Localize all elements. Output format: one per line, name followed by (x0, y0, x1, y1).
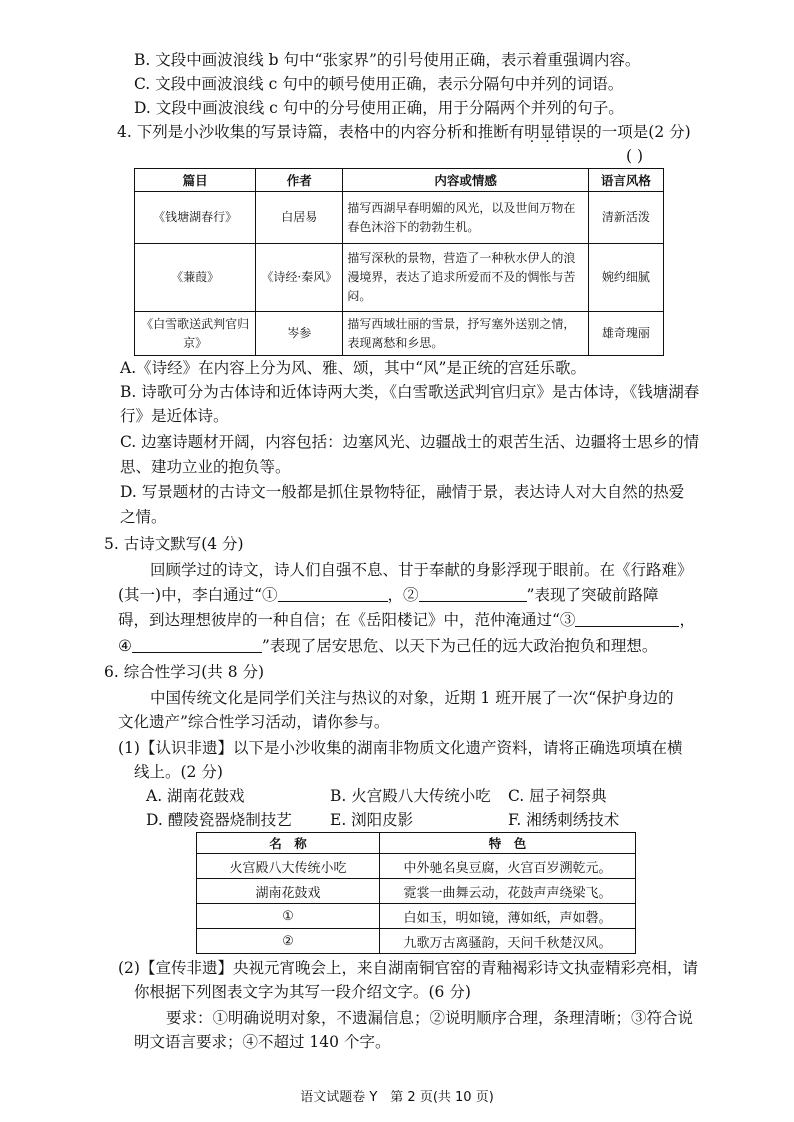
q5-text: ”表现了突破前路障 (526, 586, 659, 604)
cell-author: 岑参 (256, 312, 343, 356)
q4-stem-end: 的一项是(2 分) (586, 123, 691, 141)
table-row (135, 244, 664, 312)
q5-text: ”表现了居安思危、以天下为己任的远大政治抱负和理想。 (261, 637, 658, 655)
option-e: E. 浏阳皮影 (330, 811, 414, 829)
col-header-author: 作者 (256, 169, 343, 192)
q5-line-4 (118, 634, 657, 658)
blank-4[interactable] (132, 636, 262, 653)
option-d: D. 醴陵瓷器烧制技艺 (146, 811, 292, 829)
q3-option-c: C. 文段中画波浪线 c 句中的顿号使用正确，表示分隔句中并列的词语。 (134, 75, 624, 93)
q6-requirements: 要求：①明确说明对象，不遗漏信息；②说明顺序合理，条理清晰；③符合说 (166, 1009, 694, 1027)
q5-text: ， (679, 611, 695, 629)
table-row (135, 312, 664, 356)
q5-text: (其一)中，李白通过“① (118, 586, 278, 604)
blank-2[interactable] (419, 585, 527, 602)
page-footer: 语文试题卷 Y 第 2 页(共 10 页) (300, 1090, 494, 1105)
blank-1[interactable] (278, 585, 388, 602)
cell-author: 白居易 (256, 192, 343, 244)
cell-style: 婉约细腻 (588, 244, 663, 312)
cell-name: 湖南花鼓戏 (197, 879, 380, 904)
q4-answer-paren: ( ) (626, 147, 644, 165)
emphasis-char: 明 (524, 123, 540, 141)
poem-table-header (135, 169, 664, 192)
cell-name-blank-1[interactable]: ① (197, 904, 380, 929)
poem-table (134, 168, 664, 356)
q6-requirements-cont: 明文语言要求；④不超过 140 个字。 (134, 1033, 391, 1051)
q5-text: ④ (118, 637, 132, 655)
q4-option-b-cont: 行》是近体诗。 (120, 407, 229, 425)
heritage-table (196, 832, 636, 954)
q6-part2-stem: (2)【宣传非遗】央视元宵晚会上，来自湖南铜官窑的青釉褐彩诗文执壶精彩亮相，请 (118, 959, 698, 977)
cell-feature: 九歌万古离骚韵，天问千秋楚汉风。 (380, 929, 636, 954)
q5-line-1: 回顾学过的诗文，诗人们自强不息、甘于奉献的身影浮现于眼前。在《行路难》 (150, 561, 693, 579)
q5-text: 碍，到达理想彼岸的一种自信；在《岳阳楼记》中，范仲淹通过“③ (118, 611, 576, 629)
q4-stem-emphasis (524, 120, 586, 144)
q6-intro-1: 中国传统文化是同学们关注与热议的对象，近期 1 班开展了一次“保护身边的 (150, 689, 674, 707)
col-header-feature: 特 色 (380, 833, 636, 854)
cell-title: 《蒹葭》 (135, 244, 256, 312)
cell-feature: 白如玉，明如镜，薄如纸，声如磬。 (380, 904, 636, 929)
cell-title: 《白雪歌送武判官归京》 (135, 312, 256, 356)
q4-option-a: A.《诗经》在内容上分为风、雅、颂，其中“风”是正统的宫廷乐歌。 (120, 359, 586, 377)
cell-style: 清新活泼 (588, 192, 663, 244)
emphasis-char: 显 (539, 123, 556, 141)
q4-option-d: D. 写景题材的古诗文一般都是抓住景物特征，融情于景，表达诗人对大自然的热爱 (120, 483, 685, 501)
table-row (197, 904, 636, 929)
cell-author: 《诗经·秦风》 (256, 244, 343, 312)
table-row (197, 879, 636, 904)
col-header-content: 内容或情感 (343, 169, 588, 192)
cell-name-blank-2[interactable]: ② (197, 929, 380, 954)
option-f: F. 湘绣刺绣技术 (508, 811, 620, 829)
q5-title: 5. 古诗文默写(4 分) (104, 535, 244, 553)
option-b: B. 火宫殿八大传统小吃 (330, 787, 491, 805)
option-c: C. 屈子祠祭典 (508, 787, 607, 805)
option-a: A. 湖南花鼓戏 (146, 787, 245, 805)
col-header-title: 篇目 (135, 169, 256, 192)
emphasis-char: 误 (570, 123, 587, 141)
emphasis-char: 错 (555, 123, 571, 141)
q6-title: 6. 综合性学习(共 8 分) (104, 663, 265, 681)
q4-option-c: C. 边塞诗题材开阔，内容包括：边塞风光、边疆战士的艰苦生活、边疆将士思乡的情 (120, 433, 700, 451)
heritage-table-header (197, 833, 636, 854)
cell-title: 《钱塘湖春行》 (135, 192, 256, 244)
q5-line-3 (118, 608, 695, 632)
cell-style: 雄奇瑰丽 (588, 312, 663, 356)
q4-stem (117, 120, 691, 144)
q6-part1-stem-cont: 线上。(2 分) (134, 763, 223, 781)
col-header-name: 名 称 (197, 833, 380, 854)
table-row (197, 929, 636, 954)
cell-name: 火宫殿八大传统小吃 (197, 854, 380, 879)
cell-feature: 霓裳一曲舞云动，花鼓声声绕梁飞。 (380, 879, 636, 904)
q4-option-c-cont: 思、建功立业的抱负等。 (120, 458, 291, 476)
cell-content: 描写西湖早春明媚的风光，以及世间万物在春色沐浴下的勃勃生机。 (343, 192, 588, 244)
q6-part1-stem: (1)【认识非遗】以下是小沙收集的湖南非物质文化遗产资料，请将正确选项填在横 (118, 739, 683, 757)
q4-stem-start: 4. 下列是小沙收集的写景诗篇，表格中的内容分析和推断有 (117, 123, 525, 141)
col-header-style: 语言风格 (588, 169, 663, 192)
blank-3[interactable] (575, 610, 679, 627)
cell-feature: 中外驰名臭豆腐，火宫百岁溯乾元。 (380, 854, 636, 879)
cell-content: 描写深秋的景物，营造了一种秋水伊人的浪漫境界，表达了追求所爱而不及的惆怅与苦闷。 (343, 244, 588, 312)
q6-part2-stem-cont: 你根据下列图表文字为其写一段介绍文字。(6 分) (134, 983, 471, 1001)
cell-content: 描写西域壮丽的雪景，抒写塞外送别之情，表现离愁和乡思。 (343, 312, 588, 356)
table-row (135, 192, 664, 244)
q3-option-d: D. 文段中画波浪线 c 句中的分号使用正确，用于分隔两个并列的句子。 (134, 99, 624, 117)
q6-intro-2: 文化遗产”综合性学习活动，请你参与。 (118, 713, 390, 731)
q5-text: ，② (387, 586, 419, 604)
q4-option-d-cont: 之情。 (120, 508, 167, 526)
q3-option-b: B. 文段中画波浪线 b 句中“张家界”的引号使用正确，表示着重强调内容。 (134, 51, 641, 69)
q4-option-b: B. 诗歌可分为古体诗和近体诗两大类，《白雪歌送武判官归京》是古体诗，《钱塘湖春 (120, 383, 700, 401)
table-row (197, 854, 636, 879)
q5-line-2 (118, 583, 658, 607)
